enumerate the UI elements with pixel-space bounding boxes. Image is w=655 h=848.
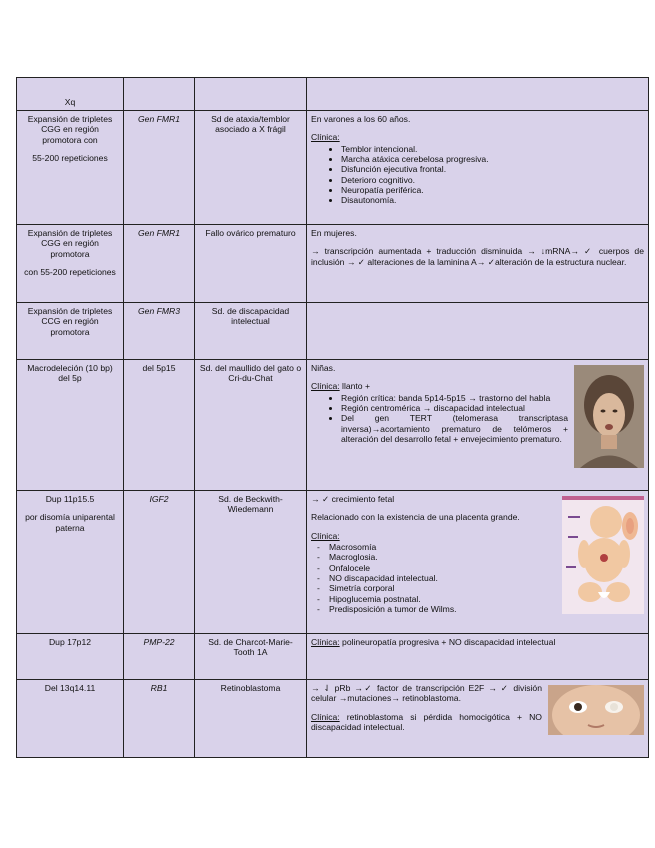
gene-cell: del 5p15 (124, 360, 195, 491)
mechanism-cell: Dup 17p12 (17, 634, 124, 680)
list-item: • Marcha atáxica cerebelosa progresiva. (341, 154, 644, 164)
description-cell (307, 680, 649, 758)
table-row (17, 680, 649, 758)
list-item: - NO discapacidad intelectual. (329, 573, 644, 583)
gene-cell: RB1 (124, 680, 195, 758)
description-cell (307, 491, 649, 634)
mechanism-text: con 55-200 repeticiones (24, 266, 116, 277)
mechanism-text: por disomía uniparental paterna (25, 512, 115, 533)
table-row (17, 78, 649, 111)
clinica-text: retinoblastoma si pérdida homocigótica + NO discapacidad intelectual. (311, 711, 542, 732)
syndrome-cell: Sd de ataxia/temblor asociado a X frágil (195, 111, 307, 225)
clinica-label: Clínica: (311, 637, 340, 647)
list-item: • Disfunción ejecutiva frontal. (341, 164, 644, 174)
list-item: - Predisposición a tumor de Wilms. (329, 604, 644, 614)
mechanism-cell: Expansión de tripletes CCG en región promotora (17, 303, 124, 360)
description-cell (307, 634, 649, 680)
gene-cell: IGF2 (124, 491, 195, 634)
description-text: → transcripción aumentada + traducción disminuida → ↓mRNA→ ✓ cuerpos de inclusión → ✓ alteraciones de la laminina A→ ✓alteración de la estructura nuclear. (311, 246, 644, 267)
clinica-label: Clínica: (311, 530, 340, 541)
mechanism-cell: Del 13q14.11 (17, 680, 124, 758)
mechanism-text: Dup 11p15.5 (45, 494, 95, 504)
description-cell (307, 111, 649, 225)
list-item: • Región crítica: banda 5p14-5p15 → trastorno del habla (341, 393, 644, 403)
mechanism-cell (17, 111, 124, 225)
syndrome-cell (195, 78, 307, 111)
list-item: - Hipoglucemia postnatal. (329, 594, 644, 604)
clinical-list (311, 144, 644, 206)
gene-cell (124, 78, 195, 111)
mechanism-text: 55-200 repeticiones (32, 152, 108, 163)
syndrome-cell: Sd. de discapacidad intelectual (195, 303, 307, 360)
gene-cell: Gen FMR1 (124, 111, 195, 225)
syndrome-cell: Sd. del maullido del gato o Cri-du-Chat (195, 360, 307, 491)
gene-cell: Gen FMR3 (124, 303, 195, 360)
description-cell (307, 78, 649, 111)
table-row (17, 360, 649, 491)
list-item: - Macroglosia. (329, 552, 644, 562)
intro-text: → ⇃ pRb →✓ factor de transcripción E2F → ✓ división celular →mutaciones→ retinoblastoma. (311, 683, 542, 704)
list-item: • Región centromérica → discapacidad intelectual (341, 403, 644, 413)
gene-cell: PMP-22 (124, 634, 195, 680)
mechanism-cell (17, 491, 124, 634)
table-row (17, 225, 649, 303)
list-item: - Simetría corporal (329, 583, 644, 593)
clinica-label: Clínica: (311, 132, 340, 143)
table-row (17, 303, 649, 360)
patient-photo (548, 685, 644, 735)
syndrome-cell: Sd. de Charcot-Marie-Tooth 1A (195, 634, 307, 680)
mechanism-cell (17, 78, 124, 111)
table-row (17, 634, 649, 680)
clinica-label: Clínica: (311, 381, 340, 392)
clinica-text: llanto + (339, 381, 370, 392)
genetics-table (16, 77, 649, 758)
table-row (17, 111, 649, 225)
list-item: • Neuropatía periférica. (341, 185, 644, 195)
description-cell (307, 225, 649, 303)
list-item: • Del gen TERT (telomerasa transcriptasa inversa)→acortamiento prematuro de telómeros + alteración del desarrollo fetal + envejecimiento prematuro. (341, 413, 644, 444)
description-cell (307, 360, 649, 491)
description-cell (307, 303, 649, 360)
clinica-text: polineuropatía progresiva + NO discapacidad intelectual (339, 637, 556, 647)
list-item: • Deterioro cognitivo. (341, 175, 644, 185)
list-item: • Temblor intencional. (341, 144, 644, 154)
syndrome-cell: Fallo ovárico prematuro (195, 225, 307, 303)
syndrome-cell: Sd. de Beckwith-Wiedemann (195, 491, 307, 634)
mechanism-cell: Macrodeleción (10 bp) del 5p (17, 360, 124, 491)
list-item: • Disautonomía. (341, 195, 644, 205)
mechanism-text: Xq (64, 96, 76, 107)
patient-photo (574, 365, 644, 468)
mechanism-text: Expansión de tripletes CGG en región promotora (27, 228, 113, 259)
table-row (17, 491, 649, 634)
list-item: - Onfalocele (329, 563, 644, 573)
description-text: Relacionado con la existencia de una placenta grande. (311, 512, 520, 523)
mechanism-text: Expansión de tripletes CGG en región promotora con (27, 114, 113, 145)
intro-text: En mujeres. (311, 228, 357, 238)
intro-text: Niñas. (311, 363, 336, 373)
mechanism-cell (17, 225, 124, 303)
list-item: - Macrosomía (329, 542, 644, 552)
gene-cell: Gen FMR1 (124, 225, 195, 303)
syndrome-cell: Retinoblastoma (195, 680, 307, 758)
clinica-label: Clínica: (311, 711, 340, 722)
intro-text: En varones a los 60 años. (311, 114, 411, 124)
diagram-image (562, 496, 644, 614)
intro-text: → ✓ crecimiento fetal (311, 494, 395, 504)
